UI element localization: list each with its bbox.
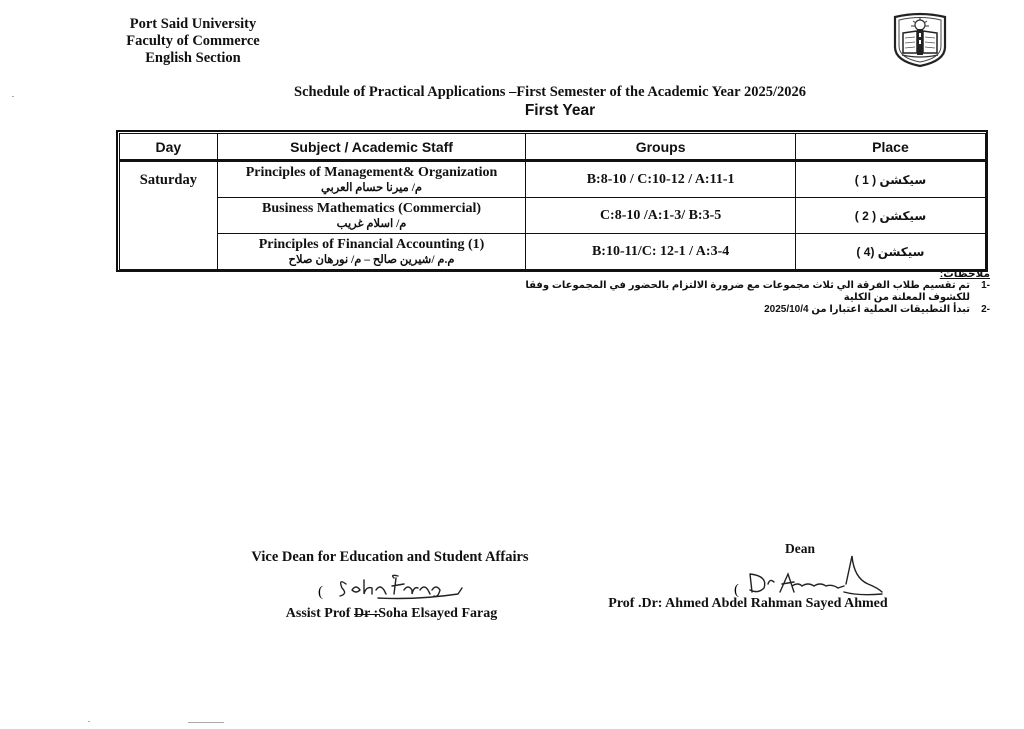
subject-cell [217, 234, 526, 270]
place-cell [795, 234, 985, 270]
notes-section [520, 268, 990, 316]
dean-title: Dean [785, 541, 815, 556]
column-header-groups: Groups [526, 134, 796, 161]
vice-dean-signature [318, 570, 468, 602]
table-row [120, 234, 986, 270]
note-number: -2 [981, 304, 990, 315]
vice-dean-title: Vice Dean for Education and Student Affairs [251, 549, 529, 565]
day-cell [120, 161, 218, 270]
day-value: Saturday [139, 172, 197, 188]
svg-text:(: ( [734, 582, 739, 598]
column-header-place: Place [795, 134, 985, 161]
dean-name: Prof .Dr: Ahmed Abdel Rahman Sayed Ahmed [608, 596, 888, 611]
place-cell [795, 161, 985, 198]
subject-cell [217, 198, 526, 234]
table-row [120, 161, 986, 198]
university-name: Port Said University [129, 16, 257, 32]
note-text: تبدأ التطبيقات العملية اعتبارا من 2025/10/4 [764, 304, 970, 315]
groups-cell: C:8-10 /A:1-3/ B:3-5 [526, 198, 796, 234]
vice-dean-name [274, 606, 509, 622]
scan-speck [188, 722, 224, 723]
schedule-table [119, 133, 986, 270]
notes-title: ملاحظات: [939, 268, 990, 280]
vice-dean-struck-title: Dr : [353, 606, 379, 621]
staff-name: م/ ميرنا حسام العربي [321, 181, 423, 194]
subject-name: Principles of Management& Organization [245, 164, 498, 180]
note-number: -1 [981, 280, 990, 291]
place-value: سيكشن ( 2 ) [854, 208, 927, 223]
subject-cell [217, 161, 526, 198]
note-item [520, 304, 990, 316]
column-header-subject: Subject / Academic Staff [217, 134, 526, 161]
subject-name: Business Mathematics (Commercial) [262, 200, 482, 216]
place-cell [795, 198, 985, 234]
vice-dean-full-name: Soha Elsayed Farag [378, 606, 498, 621]
note-text: تم تقسيم طلاب الفرقة الي ثلاث مجموعات مع ضرورة الالتزام بالحضور في المجموعات وفقا للكشوف المعلنة من الكلية [525, 280, 970, 303]
document-subtitle: First Year [524, 102, 596, 119]
svg-text:(: ( [318, 584, 323, 600]
subject-name: Principles of Financial Accounting (1) [258, 236, 485, 252]
place-value: سيكشن ( 1 ) [854, 172, 927, 187]
faculty-name: Faculty of Commerce [126, 33, 260, 49]
table-row [120, 198, 986, 234]
groups-cell: B:8-10 / C:10-12 / A:11-1 [526, 161, 796, 198]
column-header-day: Day [120, 134, 218, 161]
university-seal-logo [889, 9, 951, 69]
vice-dean-prefix: Assist Prof [285, 606, 354, 621]
place-value: سيكشن (4 ) [856, 244, 925, 259]
document-title: Schedule of Practical Applications –First Semester of the Academic Year 2025/2026 [294, 84, 806, 100]
section-name: English Section [145, 50, 241, 66]
staff-name: م.م /شيرين صالح – م/ نورهان صلاح [288, 253, 455, 266]
scan-speck [12, 96, 14, 97]
scan-speck [88, 721, 90, 722]
dean-signature [728, 548, 888, 598]
table-header-row [120, 134, 986, 161]
institution-header [118, 16, 268, 67]
note-item [520, 280, 990, 304]
staff-name: م/ اسلام غريب [336, 217, 407, 230]
groups-cell: B:10-11/C: 12-1 / A:3-4 [526, 234, 796, 270]
